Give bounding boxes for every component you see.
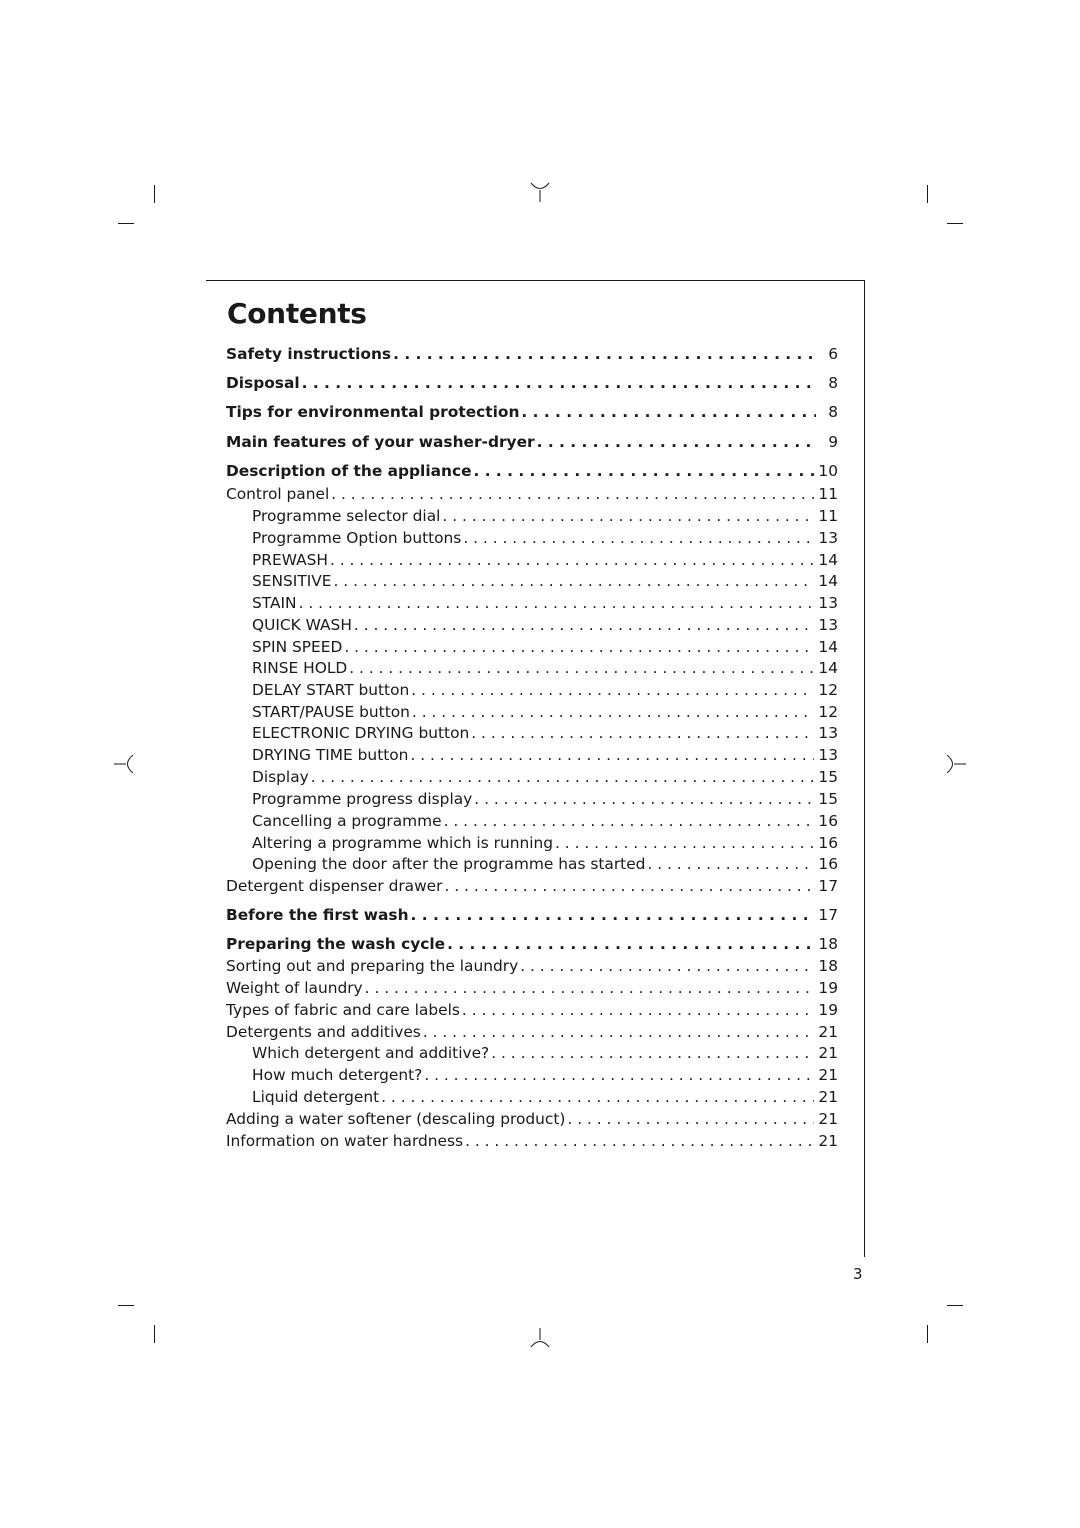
toc-entry-page: 14 <box>818 659 838 677</box>
toc-entry-page: 12 <box>818 681 838 699</box>
toc-entry-title: How much detergent? <box>252 1066 423 1084</box>
toc-entry <box>252 810 838 832</box>
crop-mark <box>118 223 134 224</box>
toc-entry-title: Sorting out and preparing the laundry <box>226 957 519 975</box>
toc-entry-page: 10 <box>818 462 838 480</box>
toc-leader-dots <box>297 592 815 614</box>
toc-entry-title: Liquid detergent <box>252 1088 380 1106</box>
toc-entry-page: 11 <box>818 507 838 525</box>
toc-entry-title: Altering a programme which is running <box>252 834 554 852</box>
toc-entry-title: SPIN SPEED <box>252 638 343 656</box>
toc-leader-dots <box>309 766 815 788</box>
toc-entry-title: Programme selector dial <box>252 507 441 525</box>
toc-entry-page: 14 <box>818 551 838 569</box>
registration-mark-top <box>528 180 552 204</box>
toc-entry <box>252 657 838 679</box>
toc-leader-dots <box>445 933 814 955</box>
toc-entry <box>226 999 838 1021</box>
toc-leader-dots <box>408 744 814 766</box>
toc-leader-dots <box>410 701 815 723</box>
toc-leader-dots <box>469 722 814 744</box>
toc-leader-dots <box>363 977 815 999</box>
toc-entry-title: Preparing the wash cycle <box>226 935 446 953</box>
toc-entry <box>226 955 838 977</box>
toc-entry-title: Weight of laundry <box>226 979 363 997</box>
toc-leader-dots <box>329 483 814 505</box>
toc-leader-dots <box>422 1064 814 1086</box>
toc-leader-dots <box>463 1130 814 1152</box>
toc-entry-title: STAIN <box>252 594 297 612</box>
toc-entry-title: Before the first wash <box>226 906 409 924</box>
toc-entry-title: QUICK WASH <box>252 616 352 634</box>
toc-entry-page: 17 <box>818 877 838 895</box>
toc-entry <box>252 505 838 527</box>
toc-entry-title: Tips for environmental protection <box>226 403 520 421</box>
toc-entry <box>252 1064 838 1086</box>
crop-mark <box>154 1325 155 1343</box>
toc-entry-page: 15 <box>818 768 838 786</box>
toc-entry <box>252 592 838 614</box>
toc-leader-dots <box>379 1086 814 1108</box>
toc-entry-page: 9 <box>828 433 838 451</box>
toc-entry <box>252 722 838 744</box>
toc-leader-dots <box>489 1042 814 1064</box>
toc-entry-page: 15 <box>818 790 838 808</box>
toc-entry-title: Programme progress display <box>252 790 473 808</box>
toc-leader-dots <box>565 1108 814 1130</box>
page-number: 3 <box>853 1265 863 1283</box>
toc-leader-dots <box>461 527 814 549</box>
toc-leader-dots <box>472 788 814 810</box>
toc-entry <box>252 679 838 701</box>
toc-entry-page: 6 <box>828 345 838 363</box>
toc-entry <box>226 401 838 423</box>
frame-right-rule <box>864 280 865 1257</box>
toc-entry <box>252 1086 838 1108</box>
toc-entry-page: 16 <box>818 855 838 873</box>
toc-entry-title: SENSITIVE <box>252 572 332 590</box>
toc-entry-page: 16 <box>818 834 838 852</box>
toc-entry-page: 13 <box>818 529 838 547</box>
toc-entry <box>252 853 838 875</box>
toc-entry-title: DELAY START button <box>252 681 410 699</box>
toc-entry-title: Which detergent and additive? <box>252 1044 490 1062</box>
crop-mark <box>927 1325 928 1343</box>
crop-mark <box>927 185 928 203</box>
toc-leader-dots <box>347 657 814 679</box>
toc-entry <box>226 1130 838 1152</box>
toc-entry-title: Adding a water softener (descaling product) <box>226 1110 566 1128</box>
toc-leader-dots <box>332 570 815 592</box>
toc-entry-title: Programme Option buttons <box>252 529 462 547</box>
toc-leader-dots <box>645 853 814 875</box>
toc-entry-page: 8 <box>828 374 838 392</box>
toc-entry-title: Information on water hardness <box>226 1132 464 1150</box>
toc-leader-dots <box>535 431 816 453</box>
toc-entry-title: Control panel <box>226 485 330 503</box>
toc-entry-page: 14 <box>818 638 838 656</box>
toc-entry <box>226 977 838 999</box>
toc-entry-page: 21 <box>818 1088 838 1106</box>
toc-entry-title: PREWASH <box>252 551 328 569</box>
toc-entry-page: 16 <box>818 812 838 830</box>
toc-entry-page: 11 <box>818 485 838 503</box>
toc-entry-title: START/PAUSE button <box>252 703 410 721</box>
toc-entry <box>252 744 838 766</box>
toc-leader-dots <box>421 1021 815 1043</box>
frame-top-rule <box>206 280 865 281</box>
toc-leader-dots <box>442 875 814 897</box>
toc-leader-dots <box>409 904 815 926</box>
toc-entry-page: 13 <box>818 746 838 764</box>
toc-entry <box>252 1042 838 1064</box>
toc-entry <box>226 460 838 482</box>
toc-leader-dots <box>300 372 816 394</box>
toc-leader-dots <box>518 955 814 977</box>
registration-mark-bottom <box>528 1326 552 1350</box>
toc-leader-dots <box>442 810 815 832</box>
toc-entry-title: Detergents and additives <box>226 1023 421 1041</box>
toc-entry-page: 21 <box>818 1110 838 1128</box>
toc-entry-title: Cancelling a programme <box>252 812 442 830</box>
toc-entry-page: 14 <box>818 572 838 590</box>
toc-entry <box>252 614 838 636</box>
toc-entry-page: 21 <box>818 1132 838 1150</box>
toc-entry <box>252 636 838 658</box>
toc-entry-title: Detergent dispenser drawer <box>226 877 443 895</box>
toc-entry <box>252 788 838 810</box>
toc-leader-dots <box>553 832 814 854</box>
registration-mark-left <box>112 752 136 776</box>
toc-entry-title: Main features of your washer-dryer <box>226 433 535 451</box>
toc-leader-dots <box>391 343 816 365</box>
toc-entry-page: 19 <box>818 979 838 997</box>
crop-mark <box>947 1305 963 1306</box>
toc-entry-title: DRYING TIME button <box>252 746 409 764</box>
toc-entry-page: 19 <box>818 1001 838 1019</box>
page-title: Contents <box>227 297 367 330</box>
toc-entry-title: Description of the appliance <box>226 462 472 480</box>
toc-entry <box>252 527 838 549</box>
crop-mark <box>118 1305 134 1306</box>
toc-leader-dots <box>342 636 814 658</box>
toc-entry-page: 18 <box>818 957 838 975</box>
toc-leader-dots <box>472 460 815 482</box>
toc-entry-page: 21 <box>818 1044 838 1062</box>
toc-entry <box>252 832 838 854</box>
toc-entry-page: 13 <box>818 724 838 742</box>
toc-leader-dots <box>519 401 816 423</box>
toc-entry <box>226 1021 838 1043</box>
toc-entry <box>226 904 838 926</box>
toc-leader-dots <box>409 679 814 701</box>
toc-leader-dots <box>440 505 814 527</box>
toc-entry <box>226 343 838 365</box>
toc-entry <box>252 570 838 592</box>
toc-entry <box>226 483 838 505</box>
toc-entry <box>252 549 838 571</box>
toc-leader-dots <box>328 549 814 571</box>
toc-entry <box>226 431 838 453</box>
toc-entry-title: ELECTRONIC DRYING button <box>252 724 470 742</box>
toc-entry-page: 18 <box>818 935 838 953</box>
toc-entry-page: 13 <box>818 616 838 634</box>
toc-entry-title: Opening the door after the programme has started <box>252 855 646 873</box>
toc-entry-page: 21 <box>818 1023 838 1041</box>
toc-entry-title: Display <box>252 768 309 786</box>
toc-entry-title: Types of fabric and care labels <box>226 1001 460 1019</box>
toc-entry-page: 13 <box>818 594 838 612</box>
toc-entry-page: 12 <box>818 703 838 721</box>
toc-entry-page: 17 <box>818 906 838 924</box>
toc-entry <box>226 372 838 394</box>
toc-entry <box>226 933 838 955</box>
crop-mark <box>154 185 155 203</box>
toc-entry <box>226 1108 838 1130</box>
toc-entry <box>226 875 838 897</box>
toc-entry <box>252 701 838 723</box>
toc-entry-title: RINSE HOLD <box>252 659 348 677</box>
registration-mark-right <box>944 752 968 776</box>
toc-leader-dots <box>352 614 815 636</box>
toc-entry-title: Safety instructions <box>226 345 392 363</box>
toc-entry-page: 21 <box>818 1066 838 1084</box>
toc-entry <box>252 766 838 788</box>
toc-entry-title: Disposal <box>226 374 300 392</box>
toc-entry-page: 8 <box>828 403 838 421</box>
toc-leader-dots <box>460 999 815 1021</box>
crop-mark <box>947 223 963 224</box>
